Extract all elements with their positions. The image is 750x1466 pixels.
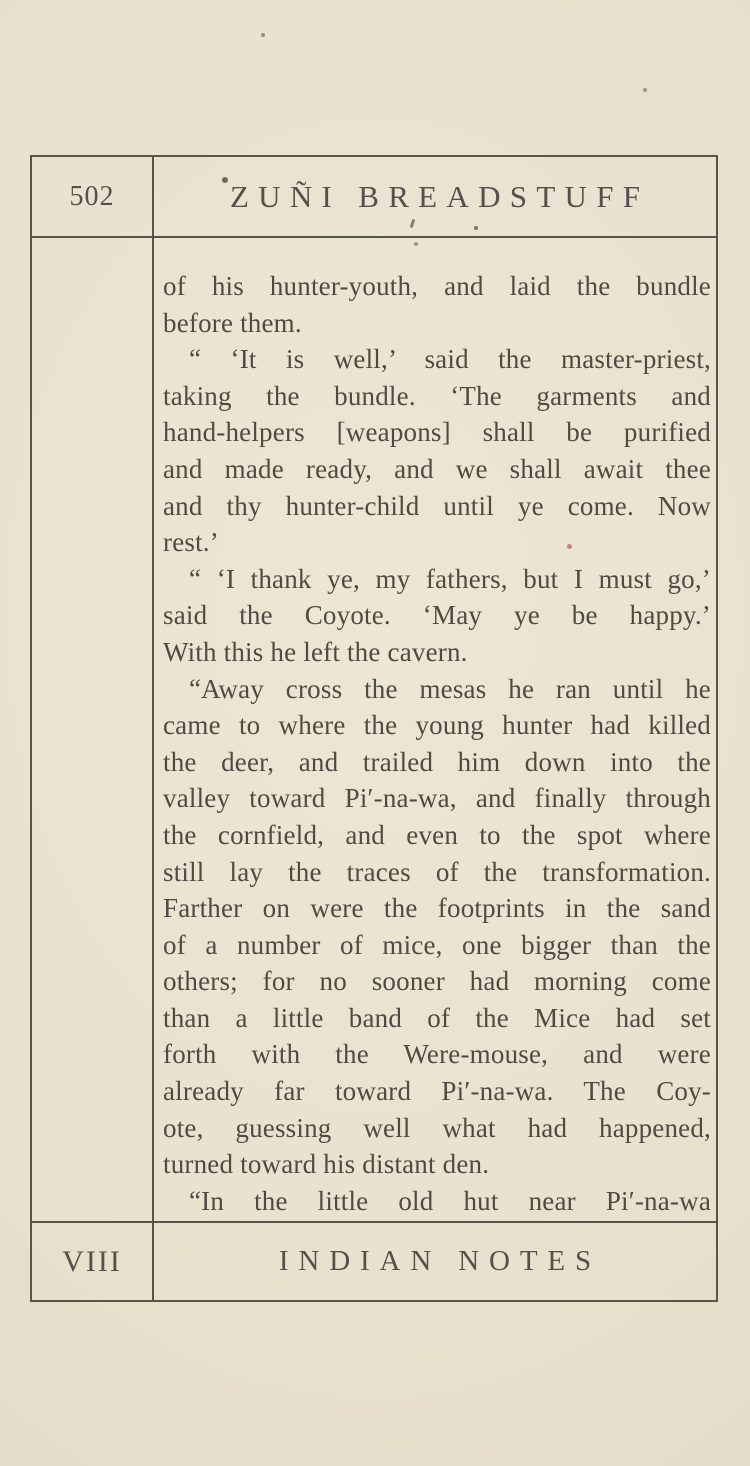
text-line: valley toward Pi′-na-wa, and finally through	[163, 783, 711, 814]
text-line: came to where the young hunter had killed	[163, 710, 711, 741]
text-line: forth with the Were-mouse, and were	[163, 1039, 711, 1070]
header-folio-cell	[32, 157, 154, 238]
text-line: the deer, and trailed him down into the	[163, 746, 711, 777]
text-line: and thy hunter-child until ye come. Now	[163, 490, 711, 521]
imprint: INDIAN NOTES	[278, 1245, 601, 1277]
text-line: before them.	[163, 307, 302, 338]
page-number: 502	[69, 180, 115, 212]
text-line: “In the little old hut near Pi′-na-wa	[189, 1185, 711, 1216]
text-line: With this he left the cavern.	[163, 636, 468, 667]
text-line: and made ready, and we shall await thee	[163, 453, 711, 484]
text-line: “ ‘I thank ye, my fathers, but I must go,’	[189, 563, 711, 594]
text-line: of a number of mice, one bigger than the	[163, 929, 711, 960]
paper-speck	[261, 33, 265, 37]
text-line: said the Coyote. ‘May ye be happy.’	[163, 600, 711, 631]
text-line: already far toward Pi′-na-wa. The Coy-	[163, 1076, 711, 1107]
footer-imprint-cell	[154, 1221, 716, 1300]
text-line: turned toward his distant den.	[163, 1149, 490, 1180]
text-line: than a little band of the Mice had set	[163, 1002, 711, 1033]
text-line: Farther on were the footprints in the sand	[163, 893, 711, 924]
text-line: still lay the traces of the transformation.	[163, 856, 711, 887]
text-line: others; for no sooner had morning come	[163, 966, 711, 997]
text-line: rest.’	[163, 527, 219, 558]
volume-number: VIII	[62, 1244, 122, 1278]
text-line: taking the bundle. ‘The garments and	[163, 380, 711, 411]
margin-column	[32, 238, 154, 1221]
text-line: ote, guessing well what had happened,	[163, 1112, 711, 1143]
header-title-cell	[154, 157, 716, 238]
footer-volume-cell	[32, 1221, 154, 1300]
running-title: ZUÑI BREADSTUFF	[229, 178, 650, 214]
body-text	[154, 238, 716, 1221]
text-line: hand-helpers [weapons] shall be purified	[163, 417, 711, 448]
text-line: of his hunter-youth, and laid the bundle	[163, 271, 711, 301]
text-line: “ ‘It is well,’ said the master-priest,	[189, 344, 711, 375]
text-line: the cornfield, and even to the spot where	[163, 819, 711, 850]
paper-speck	[643, 88, 647, 92]
page-frame	[30, 155, 718, 1302]
text-line: “Away cross the mesas he ran until he	[189, 673, 711, 704]
